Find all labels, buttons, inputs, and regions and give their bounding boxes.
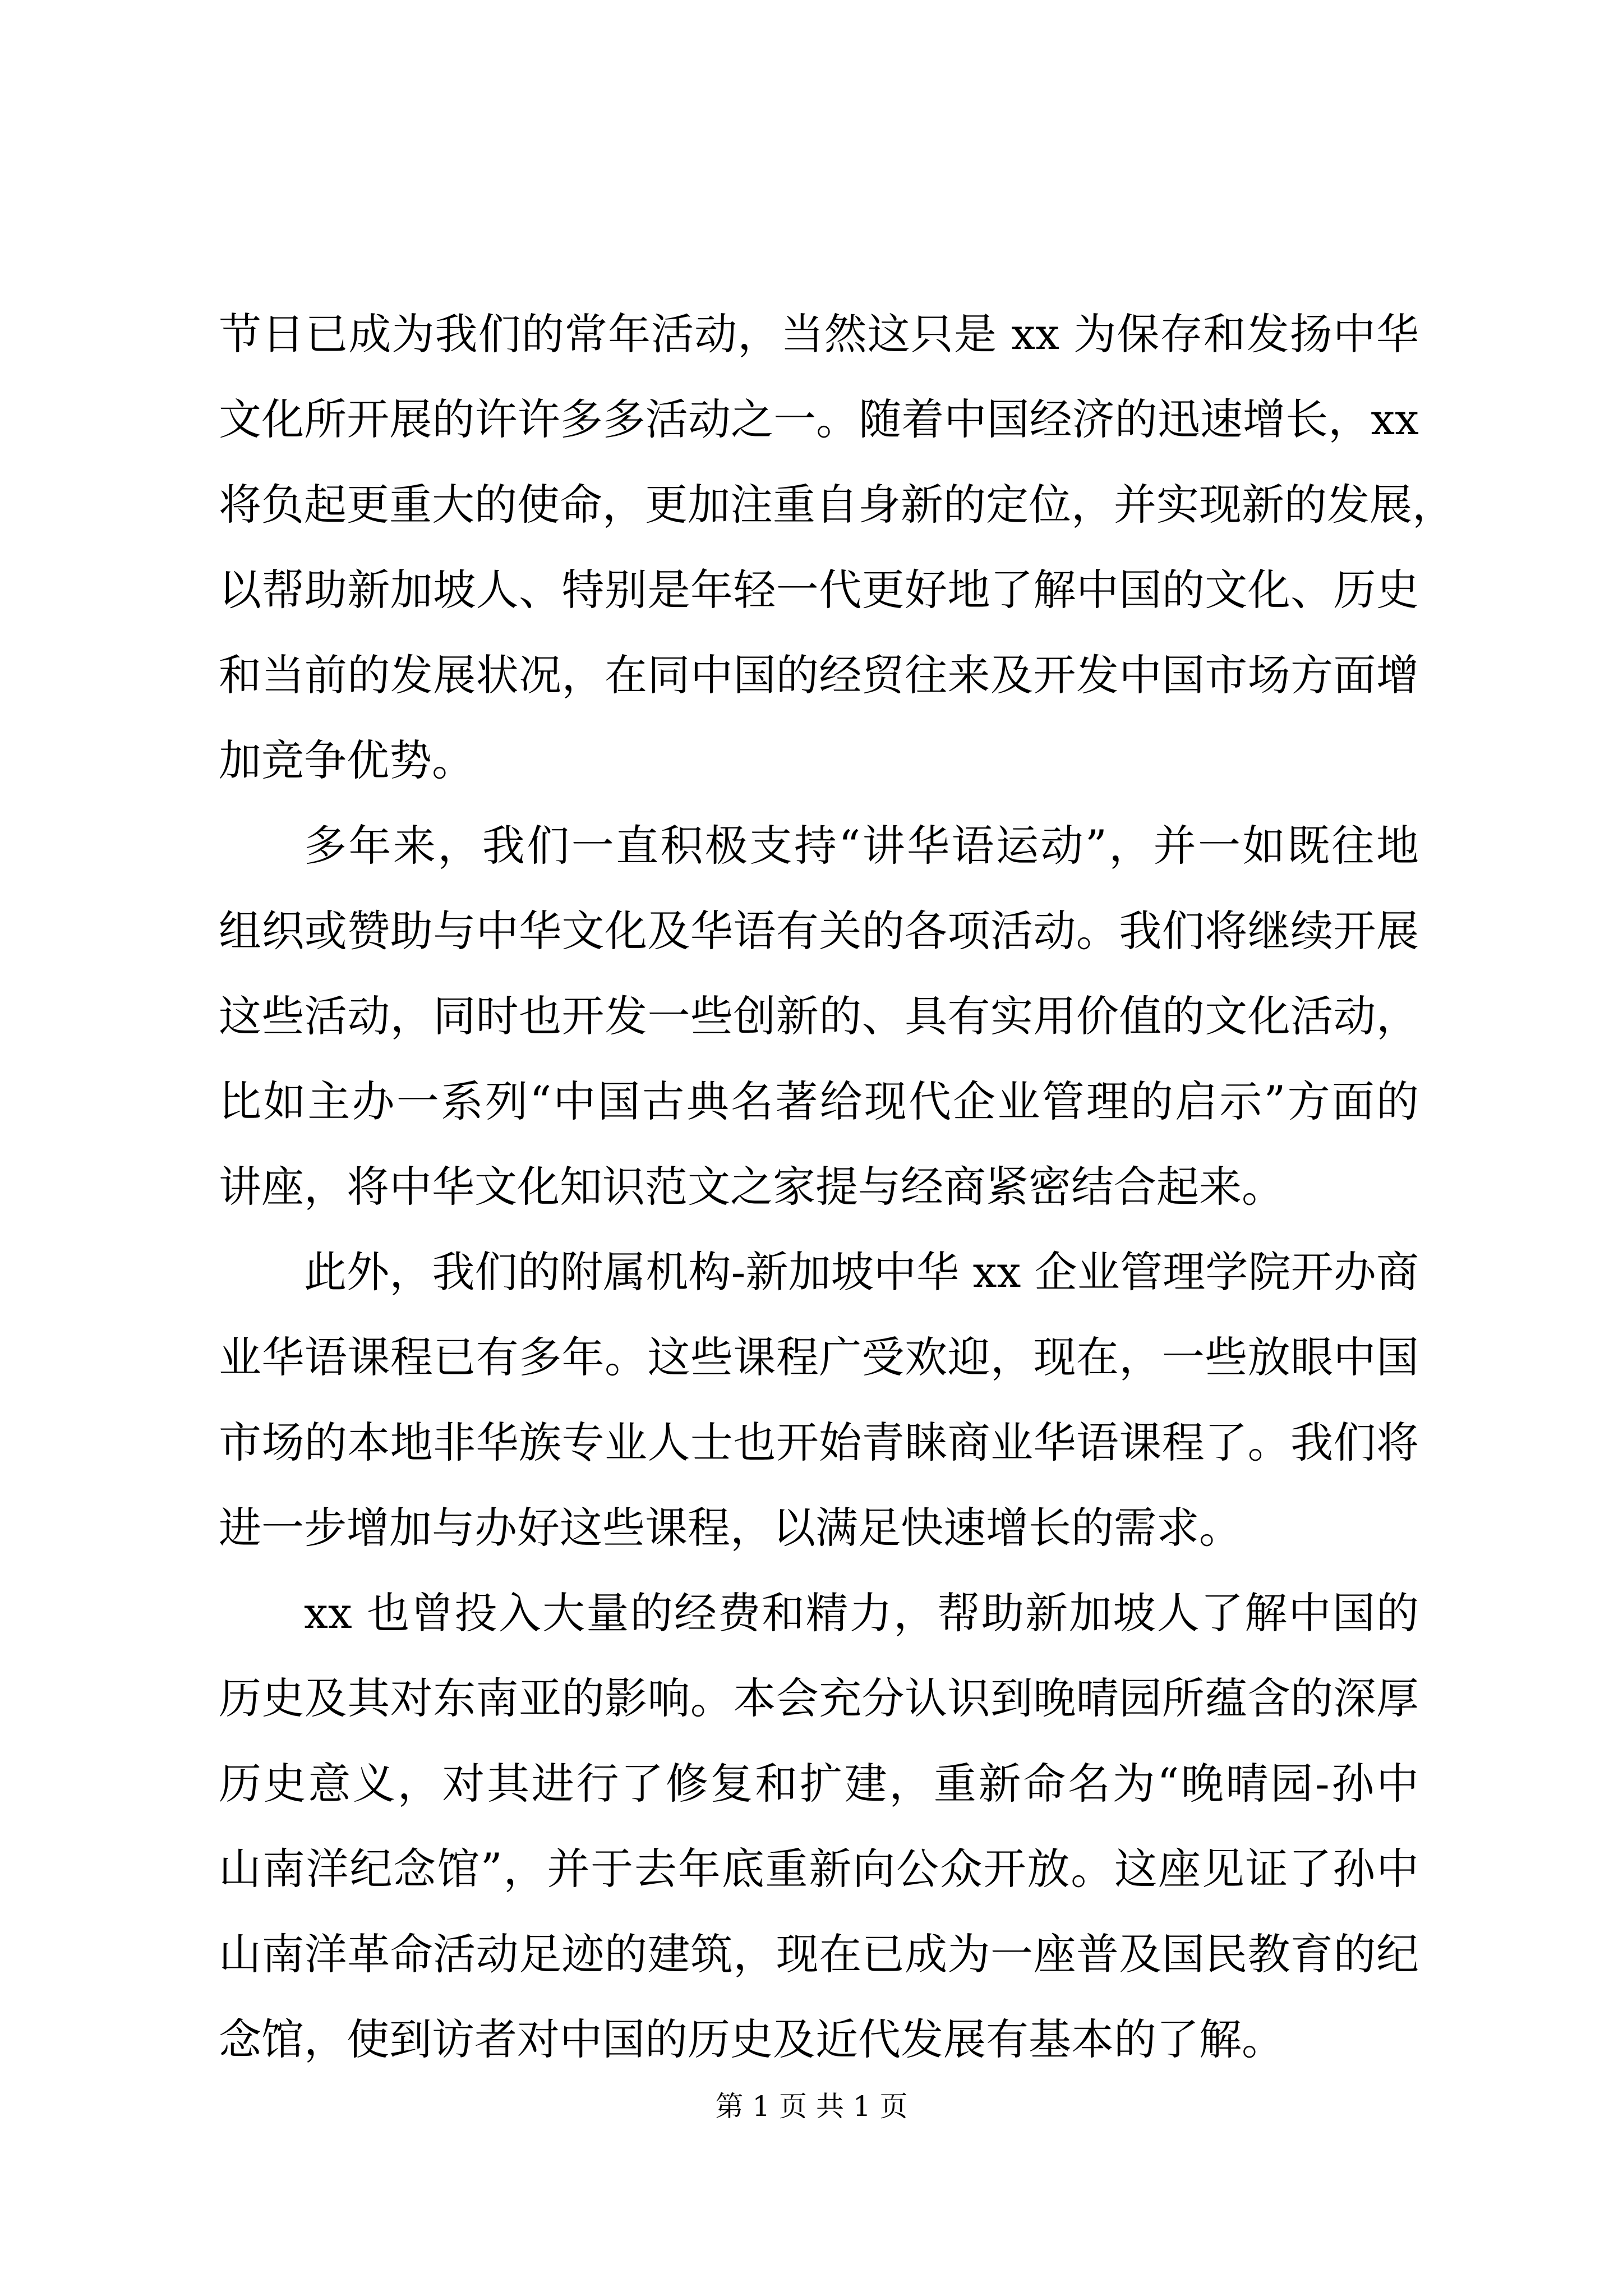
paragraph-line: 和当前的发展状况，在同中国的经贸往来及开发中国市场方面增 (219, 650, 1419, 700)
paragraph-line: 将负起更重大的使命，更加注重自身新的定位，并实现新的发展， (219, 480, 1455, 530)
paragraph-line: 以帮助新加坡人、特别是年轻一代更好地了解中国的文化、历史 (219, 565, 1419, 615)
paragraph-line: 历史意义，对其进行了修复和扩建，重新命名为“晚晴园-孙中 (219, 1759, 1419, 1809)
paragraph-line: 市场的本地非华族专业人士也开始青睐商业华语课程了。我们将 (219, 1418, 1419, 1467)
paragraph-line: 山南洋纪念馆”，并于去年底重新向公众开放。这座见证了孙中 (219, 1844, 1419, 1894)
paragraph-line: 组织或赞助与中华文化及华语有关的各项活动。我们将继续开展 (219, 906, 1419, 956)
paragraph (219, 1571, 1419, 2082)
paragraph-line: 进一步增加与办好这些课程，以满足快速增长的需求。 (219, 1503, 1242, 1553)
document-body (219, 292, 1455, 2082)
paragraph-line: 这些活动，同时也开发一些创新的、具有实用价值的文化活动， (219, 991, 1419, 1041)
paragraph-line: 此外，我们的附属机构-新加坡中华 xx 企业管理学院开办商 (304, 1247, 1419, 1297)
page-footer: 第 1 页 共 1 页 (715, 2090, 908, 2123)
paragraph-line: 加竞争优势。 (219, 735, 474, 785)
paragraph-line: 历史及其对东南亚的影响。本会充分认识到晚晴园所蕴含的深厚 (219, 1673, 1419, 1723)
paragraph-line: 节日已成为我们的常年活动，当然这只是 xx 为保存和发扬中华 (219, 309, 1419, 359)
paragraph (219, 1230, 1419, 1571)
paragraph-line: 多年来，我们一直积极支持“讲华语运动”，并一如既往地 (304, 821, 1419, 871)
paragraph-line: xx 也曾投入大量的经费和精力，帮助新加坡人了解中国的 (304, 1588, 1419, 1638)
paragraph-line: 讲座，将中华文化知识范文之家提与经商紧密结合起来。 (219, 1162, 1284, 1212)
paragraph-line: 山南洋革命活动足迹的建筑，现在已成为一座普及国民教育的纪 (219, 1929, 1419, 1979)
paragraph (219, 292, 1455, 803)
paragraph-line: 念馆，使到访者对中国的历史及近代发展有基本的了解。 (219, 2014, 1284, 2064)
paragraph-line: 业华语课程已有多年。这些课程广受欢迎，现在，一些放眼中国 (219, 1332, 1419, 1382)
paragraph-line: 比如主办一系列“中国古典名著给现代企业管理的启示”方面的 (219, 1076, 1419, 1126)
paragraph-line: 文化所开展的许许多多活动之一。随着中国经济的迅速增长，xx (219, 394, 1419, 444)
paragraph (219, 803, 1419, 1230)
